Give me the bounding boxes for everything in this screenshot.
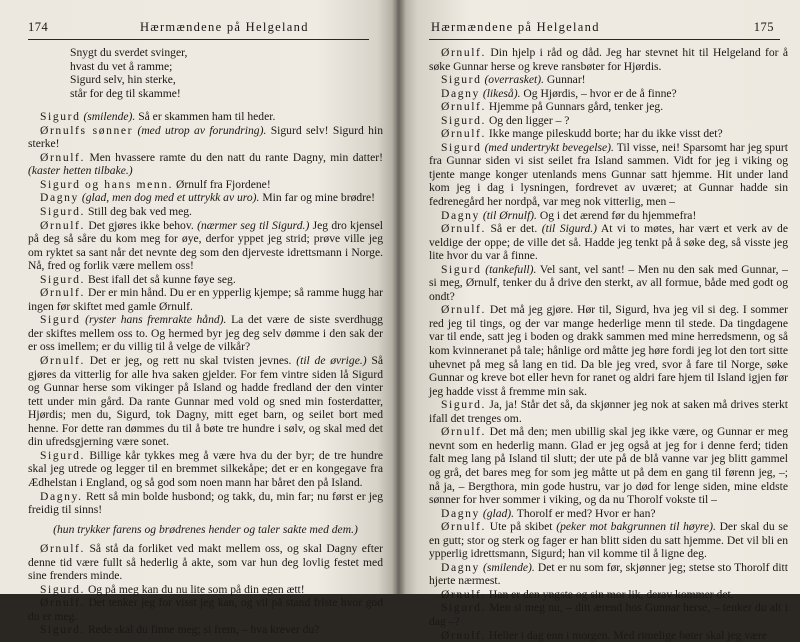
dialogue-paragraph [429, 629, 788, 642]
speaker-name: Sigurd. [441, 113, 487, 127]
right-header-rule [429, 39, 780, 40]
speech-text: Han er den yngste og sin mor lik, derav kommer det. [488, 587, 734, 601]
speech-text: Så stå da forliket ved makt mellem oss, og skal Dagny efter denne tid være fullt så hederlig å akte, som var hun deg lovlig festet med sine frenders minde. [28, 542, 383, 583]
dialogue-paragraph [429, 141, 788, 209]
speaker-name: Dagny [441, 208, 480, 222]
speech-text: Ikke mange pileskudd borte; har du ikke visst det? [488, 127, 723, 141]
dialogue-paragraph [429, 398, 788, 425]
speech-text: Still deg bak ved meg. [87, 205, 192, 219]
left-header [28, 20, 383, 36]
dialogue-paragraph [28, 596, 383, 623]
stage-note: (nærmer seg til Sigurd.) [197, 218, 310, 232]
stage-note: (smilende). [482, 560, 535, 574]
stage-note: (med undertrykt bevegelse). [484, 140, 614, 154]
speaker-name: Sigurd [40, 110, 81, 124]
speaker-name: Ørnulf. [441, 303, 487, 317]
dialogue-paragraph [28, 273, 383, 287]
speaker-name: Ørnulf. [441, 46, 487, 59]
speech-text: Rett så min bolde husbond; og takk, du, min far; nu først er jeg freidig til sinns! [28, 489, 383, 517]
dialogue-paragraph [429, 303, 788, 398]
speech-text: Best ifall det så kunne føye seg. [87, 272, 236, 286]
speaker-name: Sigurd. [441, 601, 487, 615]
speaker-name: Ørnulf. [40, 286, 86, 300]
speech-text: Der er min hånd. Du er en ypperlig kjempe; så ramme hugg har ingen før skiftet med gamle Ørnulf. [28, 286, 383, 313]
stage-note: (med utrop av forundring). [137, 123, 267, 137]
dialogue-paragraph [28, 542, 383, 583]
speech-text: Og den ligger – ? [488, 113, 570, 127]
right-running-title: Hærmændene på Helgeland [431, 20, 600, 34]
left-running-title: Hærmændene på Helgeland [140, 20, 309, 34]
speech-text: Jeg dro kjensel på deg så såre du kom meg for øye, derfor yppet jeg strid; prøve ville jeg om ryktet sa sant når det nevnte deg som den djerveste idrettsmann i Norge. Nå, fred og forlik være mellem oss! [28, 218, 383, 273]
speaker-name: Ørnulf. [441, 628, 487, 642]
speech-text: Min far og mine brødre! [262, 191, 376, 205]
dialogue-paragraph [28, 354, 383, 449]
speaker-name: Ørnulf. [441, 222, 487, 236]
dialogue-paragraph [429, 127, 788, 141]
left-text [28, 110, 383, 637]
dialogue-paragraph [28, 219, 383, 273]
dialogue-paragraph [429, 209, 788, 223]
speech-text: Så er skammen ham til heder. [138, 110, 276, 124]
speech-text: Det er jeg, og rett nu skal tvisten jevnes. [89, 354, 292, 368]
dialogue-paragraph [429, 114, 788, 128]
stage-note: (likeså). [482, 86, 521, 100]
stage-note: (glad, men dog med et uttrykk av uro). [81, 191, 260, 205]
dialogue-paragraph [429, 46, 788, 73]
right-page-number: 175 [753, 20, 774, 34]
speech-text: Det er nu som før, skjønner jeg; stetse sto Thorolf ditt hjerte nærmest. [429, 560, 788, 588]
stage-note: (tankefull). [485, 262, 537, 276]
dialogue-paragraph [429, 73, 788, 87]
speech-text: Sigurd selv! Sigurd hin sterke! [28, 123, 383, 151]
dialogue-paragraph [28, 151, 383, 178]
speech-text: Ute på skibet [489, 520, 553, 534]
dialogue-paragraph [28, 124, 383, 151]
dialogue-paragraph [429, 263, 788, 304]
right-text [429, 46, 788, 642]
speech-text: Det må den; men ubillig skal jeg ikke være, og Gunnar er meg nevnt som en hederlig mann. Glad er jeg også at jeg for i denne ferd; tiden falt meg lang på Island til slutt; der ute på de blå vanne var jeg blitt gammel og grå, det bares meg for som jeg måtte ut på dem en gang til førenn jeg, –; nå ja, – Bergthora, min gode hustru, var jo død for lenge siden, mine eldste sønner for hver sommer i viking, og da nu Thorolf vokste til – [429, 425, 788, 507]
speech-text: Men hvassere ramte du den natt du rante Dagny, min datter! [89, 150, 383, 164]
speech-text: Det tenker jeg for visst jeg kan, og vil på stand friste hvor god du er meg. [28, 596, 383, 623]
right-page [397, 0, 800, 642]
speech-text: Heller i dag enn i morgen. Med rimelige bøter skal jeg være [488, 628, 767, 642]
speech-text: Det må jeg gjøre. Hør til, Sigurd, hva jeg vil si deg. I sommer red jeg til tings, og der var mange hederlige menn til stede. Da tingdagene var til ende, satt jeg i boden og drakk sammen med mine herredsmenn, og så kom kvinneranet på tale; hånlige ord måtte jeg høre fordi jeg lot den tort sitte uhevnet på meg så lang en tid. Da ble jeg vred, svor å fare til Norge, søke Gunnar og kreve bot eller hevn for ranet og aldri fare hjem til Island igjen før jeg hadde visst å fremme min sak. [429, 303, 789, 398]
dialogue-paragraph [28, 286, 383, 313]
dialogue-paragraph [28, 178, 383, 192]
speaker-name: Dagny [441, 506, 480, 520]
speaker-name: Sigurd [441, 140, 482, 154]
stage-note: (til de øvrige.) [296, 354, 367, 368]
speaker-name: Dagny. [40, 489, 83, 503]
speaker-name: Sigurd [441, 262, 482, 276]
stage-note: (peker mot bakgrunnen til høyre). [556, 520, 716, 534]
speech-text: Ørnulf fra Fjordene! [176, 177, 271, 191]
dialogue-paragraph [28, 490, 383, 517]
right-header [429, 20, 788, 36]
stage-note: (til Ørnulf). [482, 208, 537, 222]
dialogue-paragraph [28, 623, 383, 637]
left-page-number: 174 [28, 20, 49, 34]
stage-note: (kaster hetten tilbake.) [28, 164, 133, 178]
speech-text: Det gjøres ikke behov. [88, 218, 194, 232]
speech-text: Og Hjørdis, – hvor er de å finne? [523, 86, 677, 100]
speech-text: Så er det. [490, 222, 538, 236]
verse-line: Sigurd selv, hin sterke, [70, 73, 176, 87]
dialogue-paragraph [28, 313, 383, 354]
left-dialogue [28, 110, 383, 516]
dialogue-paragraph [28, 205, 383, 219]
speaker-name: Sigurd [40, 313, 81, 327]
left-header-rule [28, 39, 369, 40]
speech-text: Så gjøres da vitterlig for alle hva saken gjelder. For fem vintre siden lå Sigurd og Gunnar herse som vikinger på Island og hadde fredland der den vinter tett under min gård. Da rante Gunnar med vold og sned min fosterdatter, Hjørdis; men du, Sigurd, tok Dagny, mitt eget barn, og seilet bort med henne. For dette ran dømmes du til å bøte tre hundre i sølv, og skal med det din ufredsgjerning være sonet. [28, 354, 383, 449]
speaker-name: Ørnulf. [441, 520, 487, 534]
right-dialogue [429, 46, 788, 642]
dialogue-paragraph [28, 583, 383, 597]
dialogue-paragraph [429, 507, 788, 521]
speaker-name: Ørnulf. [40, 218, 86, 232]
speech-text: La det være de siste sverdhugg der skiftes mellem oss to. Og hermed byr jeg deg selv dømme i den sak der er oss imellem; er du villig til å velge de vilkår? [28, 313, 383, 354]
stage-note: (til Sigurd.) [541, 222, 598, 236]
verse-line: hvast du vet å ramme; [70, 59, 173, 73]
speech-text: Thorolf er med? Hvor er han? [516, 506, 656, 520]
speaker-name: Sigurd. [40, 272, 86, 286]
speech-text: Hjemme på Gunnars gård, tenker jeg. [488, 100, 664, 114]
speech-text: Vel sant, vel sant! – Men nu den sak med Gunnar, – si meg, Ørnulf, tenker du å drive den sterkt, av all formue, både med godt og ondt? [429, 262, 788, 303]
speaker-name: Ørnulf. [40, 354, 86, 368]
speaker-name: Ørnulf. [40, 150, 86, 164]
dialogue-paragraph [429, 100, 788, 114]
speaker-name: Ørnulf. [40, 596, 86, 610]
left-verse [70, 46, 383, 100]
speaker-name: Sigurd. [40, 582, 86, 596]
speaker-name: Dagny [441, 560, 480, 574]
speaker-name: Ørnulf. [441, 587, 487, 601]
dialogue-paragraph [28, 191, 383, 205]
dialogue-paragraph [429, 601, 788, 628]
speech-text: Rede skal du finne meg; si frem, – hva krever du? [87, 623, 320, 637]
stage-note: (smilende). [83, 110, 136, 124]
speech-text: Men si meg nu, – ditt ærend hos Gunnar herse, – tenker du alt i dag –? [429, 601, 788, 628]
speaker-name: Sigurd og hans menn. [40, 177, 174, 191]
speaker-name: Ørnulf. [441, 127, 487, 141]
speech-text: Din hjelp i råd og dåd. Jeg har stevnet hit til Helgeland for å søke Gunnar herse og kreve ransbøter for Hjørdis. [429, 46, 788, 73]
verse-line: står for deg til skamme! [70, 86, 181, 100]
speech-text: At vi to møtes, har vært et verk av de veldige der oppe; de ville det så. Hadde jeg tenkt på å søke deg, så visste jeg lite hvor du var å finne. [429, 222, 788, 263]
speech-text: Billige kår tykkes meg å være hva du der byr; de tre hundre skal jeg utrede og legger til en bremmet silkekåpe; det er en kongegave fra Ædhelstan i England, og så god som noen mann har båret den på Island. [28, 448, 383, 489]
verse-line: Snygt du sverdet svinger, [70, 46, 188, 59]
speaker-name: Sigurd. [441, 398, 487, 412]
left-dialogue-continued [28, 542, 383, 637]
dialogue-paragraph [28, 110, 383, 124]
speech-text: Gunnar! [546, 73, 586, 87]
speaker-name: Sigurd. [40, 205, 86, 219]
dialogue-paragraph [429, 520, 788, 561]
speaker-name: Sigurd. [40, 448, 86, 462]
speaker-name: Ørnulfs sønner [40, 123, 134, 137]
speaker-name: Sigurd. [40, 623, 86, 637]
speech-text: Ja, ja! Står det så, da skjønner jeg nok at saken må drives sterkt ifall det trenges om. [429, 398, 788, 425]
speaker-name: Dagny [441, 86, 480, 100]
speaker-name: Dagny [40, 191, 79, 205]
stage-note: (glad). [482, 506, 515, 520]
stage-direction: (hun trykker farens og brødrenes hender og taler sakte med dem.) [53, 522, 358, 536]
stage-note: (ryster hans fremrakte hånd). [85, 313, 227, 327]
dialogue-paragraph [429, 87, 788, 101]
dialogue-paragraph [429, 222, 788, 263]
dialogue-paragraph [28, 449, 383, 490]
speech-text: Og i det ærend før du hjemmefra! [539, 208, 697, 222]
left-page [0, 0, 397, 637]
speaker-name: Ørnulf. [40, 542, 86, 556]
speech-text: Til visse, nei! Sparsomt har jeg spurt fra Gunnar siden vi sist seilet fra Island sammen. Vidt for jeg i viking og tjente mange konger utenlands mens Gunnar satt hjemme. Hit under land kom jeg i dag i lysningen, fordrevet av uværet; at Gunnar hadde sin fedrenegård her nordpå, var meg nok vitterlig, men – [429, 140, 788, 209]
stage-note: (overrasket). [484, 73, 544, 87]
speaker-name: Sigurd [441, 73, 482, 87]
speech-text: Der skal du se en gutt; stor og sterk og fager er han blitt siden du satt hjemme. Det vil bli en ypperlig idrettsmann, Sigurd; han vil komme til å ligne deg. [429, 520, 788, 561]
dialogue-paragraph [429, 425, 788, 506]
speaker-name: Ørnulf. [441, 100, 487, 114]
dialogue-paragraph [429, 561, 788, 588]
speaker-name: Ørnulf. [441, 425, 487, 439]
dialogue-paragraph [429, 588, 788, 602]
speech-text: Og på meg kan du nu lite som på din egen ætt! [87, 582, 305, 596]
